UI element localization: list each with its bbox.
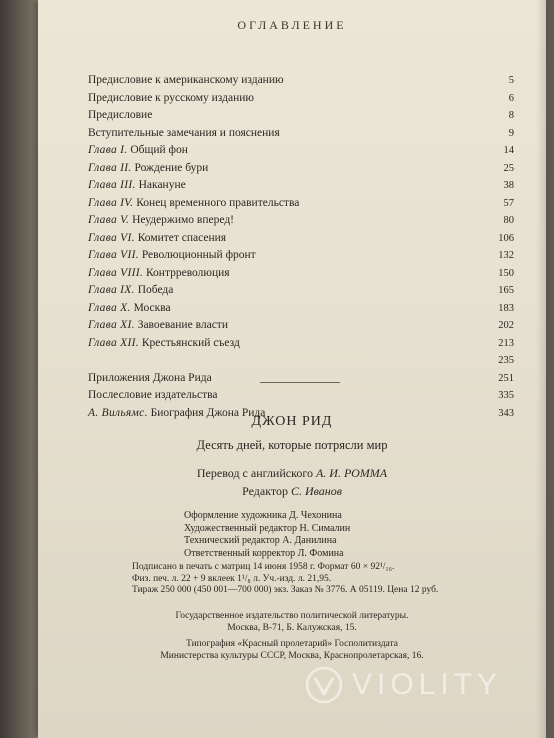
toc-entry-title: Рождение бури [134, 161, 209, 174]
toc-row [88, 335, 514, 353]
toc-entry [88, 212, 234, 230]
toc-entry [88, 72, 284, 90]
watermark [304, 655, 540, 715]
toc-chapter-label: А. Вильямс. [88, 406, 148, 419]
imprint-line: Тираж 250 000 (450 001—700 000) экз. Заказ № 3776. А 05119. Цена 12 руб. [132, 585, 439, 595]
imprint-line: Подписано в печать с матриц 14 июня 1958 г. Формат 60 × 92¹/₁₆. [132, 562, 395, 572]
toc-entry-title: Приложения Джона Рида [88, 371, 212, 384]
toc-page-number: 213 [498, 337, 514, 349]
toc-entry [88, 107, 152, 125]
toc-entry-title: Неудержимо вперед! [132, 214, 235, 226]
toc-row [88, 317, 514, 335]
toc-row [88, 265, 514, 283]
editor-prefix: Редактор [242, 484, 288, 498]
imprint-block [132, 562, 438, 597]
toc-entry-title: Завоевание власти [137, 319, 228, 331]
toc-entry [88, 265, 230, 283]
toc-row [88, 352, 514, 370]
toc-row [88, 212, 514, 230]
toc-chapter-label: Глава X. [88, 301, 131, 314]
toc-entry-title: Победа [137, 284, 174, 296]
toc-page-number: 132 [498, 250, 514, 261]
toc-entry-title: Контрреволюция [145, 266, 230, 279]
toc-title: ОГЛАВЛЕНИЕ [237, 18, 347, 32]
toc-entry [88, 335, 240, 353]
toc-entry-title: Конец временного правительства [136, 196, 300, 209]
toc-chapter-label: Глава VIII. [88, 266, 144, 279]
credits-block [184, 510, 350, 560]
toc-page-number: 343 [498, 407, 514, 419]
toc-page-number: 38 [503, 180, 514, 191]
toc-chapter-label: Глава XI. [88, 319, 135, 331]
book-page [38, 0, 546, 738]
toc-page-number: 183 [498, 302, 514, 314]
credit-line: Оформление художника Д. Чехонина [184, 510, 342, 521]
toc-row [88, 387, 514, 405]
toc-entry-title: Предисловие к русскому изданию [88, 91, 254, 104]
toc-chapter-label: Глава IX. [88, 284, 135, 296]
toc-row [88, 300, 514, 318]
toc-chapter-label: Глава III. [88, 179, 136, 191]
toc-row [88, 107, 514, 125]
toc-entry-title: Накануне [138, 179, 186, 191]
toc-page-number: 8 [508, 110, 514, 121]
table-surface [0, 0, 40, 738]
toc-page-number: 235 [498, 355, 514, 366]
toc-row [88, 142, 514, 160]
toc-entry-title: Предисловие к американскому изданию [88, 74, 284, 86]
toc-row [88, 247, 514, 265]
toc-page-number: 9 [508, 127, 514, 139]
printer-line: Министерства культуры СССР, Москва, Краснопролетарская, 16. [160, 650, 424, 661]
toc-entry-title: Крестьянский съезд [141, 336, 240, 349]
editor-line [38, 484, 546, 499]
book-title: Десять дней, которые потрясли мир [196, 438, 388, 452]
toc-entry [88, 142, 188, 160]
imprint-line: Физ. печ. л. 22 + 9 вклеек 1¹/₈ л. Уч.-изд. л. 21,95. [132, 573, 332, 584]
toc-entry [88, 387, 218, 405]
printer-line: Типография «Красный пролетарий» Госполитиздата [186, 639, 398, 649]
toc-chapter-label: Глава VII. [88, 249, 139, 261]
toc-row [88, 177, 514, 195]
credit-line: Художественный редактор Н. Сималин [184, 522, 351, 534]
divider-line [260, 382, 340, 383]
toc-entry [88, 195, 299, 213]
toc-chapter-label: Глава IV. [88, 196, 134, 209]
toc-page-number: 335 [498, 390, 514, 401]
toc-page-number: 6 [508, 92, 514, 104]
toc-row [88, 125, 514, 143]
toc-page-number: 251 [498, 372, 514, 384]
toc-page-number: 25 [503, 162, 514, 174]
toc-page-number: 150 [498, 267, 514, 279]
toc-entry-title: Общий фон [130, 144, 188, 156]
translator-line [38, 466, 546, 481]
publisher-line: Государственное издательство политической литературы. [175, 611, 409, 621]
toc-row [88, 90, 514, 108]
toc-chapter-label: Глава II. [88, 161, 132, 174]
toc-entry [88, 125, 280, 143]
book-author: ДЖОН РИД [251, 414, 333, 429]
toc-row [88, 195, 514, 213]
publisher-line: Москва, В-71, Б. Калужская, 15. [227, 622, 357, 633]
toc-page-number: 57 [503, 197, 514, 209]
toc-chapter-label: Глава I. [88, 144, 128, 156]
publisher-block [38, 611, 546, 634]
toc-page-number: 5 [508, 75, 514, 86]
toc-entry [88, 317, 228, 335]
toc-entry [88, 300, 171, 318]
toc-entry-title: Революционный фронт [141, 249, 256, 261]
toc-entry-title: Послесловие издательства [88, 389, 218, 401]
toc-entry [88, 370, 212, 388]
toc-entry [88, 282, 173, 300]
toc-page-number: 14 [503, 145, 514, 156]
toc-entry [88, 160, 208, 178]
toc-entry-title: Москва [133, 301, 171, 314]
toc-chapter-label: Глава V. [88, 214, 130, 226]
toc-chapter-label: Глава XII. [88, 336, 139, 349]
toc-row [88, 370, 514, 388]
toc-row [88, 72, 514, 90]
toc-entry [88, 230, 226, 248]
translator-prefix: Перевод с английского [196, 466, 313, 480]
table-of-contents [88, 72, 514, 422]
toc-page-number: 165 [498, 285, 514, 296]
toc-row [88, 230, 514, 248]
toc-entry [88, 247, 256, 265]
toc-chapter-label: Глава VI. [88, 231, 135, 244]
toc-entry-title: Биография Джона Рида [150, 406, 266, 419]
toc-entry [88, 177, 186, 195]
translator-name: А. И. РОММА [315, 466, 388, 480]
toc-entry-title: Вступительные замечания и пояснения [88, 126, 280, 139]
credit-line: Ответственный корректор Л. Фомина [184, 547, 344, 559]
toc-page-number: 202 [498, 320, 514, 331]
watermark-logo-icon [304, 665, 344, 705]
credit-line: Технический редактор А. Данилина [184, 535, 337, 546]
editor-name: С. Иванов [290, 484, 342, 498]
toc-row [88, 160, 514, 178]
watermark-text: VIOLITY [352, 668, 503, 701]
toc-page-number: 106 [498, 232, 514, 244]
toc-row [88, 282, 514, 300]
toc-entry [88, 90, 254, 108]
toc-page-number: 80 [503, 215, 514, 226]
toc-entry-title: Предисловие [88, 109, 153, 121]
toc-entry-title: Комитет спасения [137, 231, 227, 244]
